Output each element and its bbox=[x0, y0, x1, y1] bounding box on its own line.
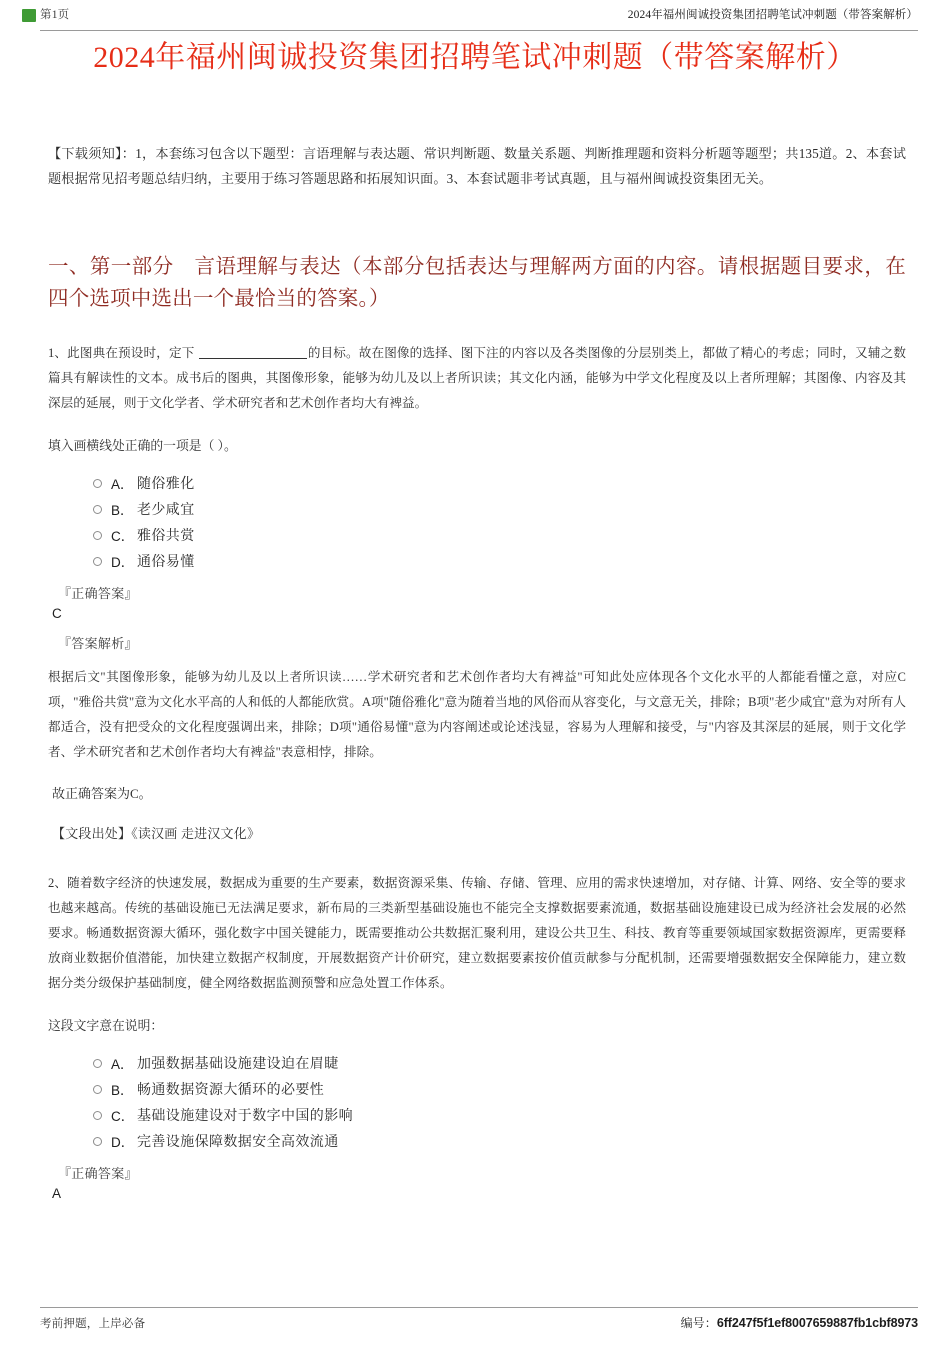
question-2-answer-label: 『正确答案』 bbox=[58, 1166, 138, 1181]
option-row-d[interactable] bbox=[93, 548, 906, 574]
option-row-d[interactable] bbox=[93, 1128, 906, 1154]
option-letter: C． bbox=[111, 529, 135, 544]
option-text: 老少咸宜 bbox=[137, 503, 195, 518]
option-row-b[interactable] bbox=[93, 496, 906, 522]
running-header bbox=[40, 8, 918, 31]
footer-id-value: 6ff247f5f1ef8007659887fb1cbf8973 bbox=[716, 1316, 918, 1330]
question-1-analysis-label: 『答案解析』 bbox=[58, 636, 138, 651]
question-block-1 bbox=[48, 341, 906, 845]
radio-button-icon[interactable] bbox=[93, 531, 102, 540]
option-row-c[interactable] bbox=[93, 1102, 906, 1128]
option-row-a[interactable] bbox=[93, 470, 906, 496]
radio-button-icon[interactable] bbox=[93, 1059, 102, 1068]
option-text: 通俗易懂 bbox=[137, 555, 195, 570]
running-footer bbox=[40, 1307, 918, 1331]
download-notice: 【下载须知】：1，本套练习包含以下题型：言语理解与表达题、常识判断题、数量关系题、判断推理题和资料分析题等题型；共135道。2、本套试题根据常见招考题总结归纳，主要用于练习答题思路和拓展知识面。3、本套试题非考试真题，且与福州闽诚投资集团无关。 bbox=[48, 146, 906, 186]
radio-button-icon[interactable] bbox=[93, 505, 102, 514]
option-row-c[interactable] bbox=[93, 522, 906, 548]
section-heading: 一、第一部分 言语理解与表达（本部分包括表达与理解两方面的内容。请根据题目要求，在四个选项中选出一个最恰当的答案。） bbox=[48, 256, 906, 310]
question-1-analysis-text: 根据后文"其图像形象，能够为幼儿及以上者所识读……学术研究者和艺术创作者均大有裨益"可知此处应体现各个文化水平的人都能看懂之意，对应C项，"雅俗共赏"意为文化水平高的人和低的人都能欣赏。A项"随俗雅化"意为随着当地的风俗而从容变化，与文意无关，排除；B项"老少咸宜"意为对所有人都适合，没有把受众的文化程度强调出来，排除；D项"通俗易懂"意为内容阐述或论述浅显，容易为人理解和接受，与"内容及其深层的延展，则于文化学者、学术研究者和艺术创作者均大有裨益"表意相悖，排除。 bbox=[48, 670, 906, 759]
question-block-2 bbox=[48, 871, 906, 1204]
radio-button-icon[interactable] bbox=[93, 479, 102, 488]
page-number-label: 第1页 bbox=[40, 9, 70, 21]
question-1-answer-label: 『正确答案』 bbox=[58, 586, 138, 601]
option-text: 完善设施保障数据安全高效流通 bbox=[137, 1135, 339, 1150]
option-letter: B． bbox=[111, 1083, 134, 1098]
option-letter: B． bbox=[111, 503, 134, 518]
option-text: 基础设施建设对于数字中国的影响 bbox=[137, 1109, 353, 1124]
option-text: 加强数据基础设施建设迫在眉睫 bbox=[137, 1057, 339, 1072]
option-letter: A． bbox=[111, 477, 134, 492]
footer-id bbox=[681, 1314, 918, 1331]
option-letter: C． bbox=[111, 1109, 135, 1124]
question-1-stem-after: 的目标。故在图像的选择、图下注的内容以及各类图像的分层别类上，都做了精心的考虑；同时，又辅之数篇具有解读性的文本。成书后的图典，其图像形象，能够为幼儿及以上者所识读；其文化内涵，能够为中学文化程度及以上者所理解；其图像、内容及其深层的延展，则于文化学者、学术研究者和艺术创作者均大有裨益。 bbox=[48, 346, 906, 410]
question-1-prompt: 填入画横线处正确的一项是（ ）。 bbox=[48, 439, 237, 453]
question-1-source: 【文段出处】《读汉画 走进汉文化》 bbox=[52, 826, 261, 841]
radio-button-icon[interactable] bbox=[93, 1137, 102, 1146]
footer-id-label: 编号： bbox=[680, 1316, 717, 1330]
option-row-b[interactable] bbox=[93, 1076, 906, 1102]
page-title: 2024年福州闽诚投资集团招聘笔试冲刺题（带答案解析） bbox=[93, 41, 857, 74]
footer-slogan: 考前押题，上岸必备 bbox=[40, 1318, 146, 1330]
question-2-stem: 2、随着数字经济的快速发展，数据成为重要的生产要素，数据资源采集、传输、存储、管理、应用的需求快速增加，对存储、计算、网络、安全等的要求也越来越高。传统的基础设施已无法满足要求，新布局的三类新型基础设施也不能完全支撑数据要素流通，数据基础设施建设已成为经济社会发展的必然要求。畅通数据资源大循环，强化数字中国关键能力，既需要推动公共数据汇聚利用，建设公共卫生、科技、教育等重要领域国家数据资源库，更需要释放商业数据价值潜能，加快建立数据产权制度，开展数据资产计价研究，建立数据要素按价值贡献参与分配机制，还需要增强数据安全保障能力，建立数据分类分级保护基础制度，健全网络数据监测预警和应急处置工作体系。 bbox=[48, 876, 906, 990]
document-body bbox=[48, 142, 906, 1204]
radio-button-icon[interactable] bbox=[93, 1111, 102, 1120]
radio-button-icon[interactable] bbox=[93, 1085, 102, 1094]
option-text: 畅通数据资源大循环的必要性 bbox=[137, 1083, 325, 1098]
question-2-options bbox=[93, 1050, 906, 1154]
question-1-answer-value: C bbox=[52, 606, 62, 621]
running-header-title: 2024年福州闽诚投资集团招聘笔试冲刺题（带答案解析） bbox=[627, 9, 918, 21]
question-1-options bbox=[93, 470, 906, 574]
option-letter: D． bbox=[111, 1135, 135, 1150]
page-marker-tab bbox=[22, 9, 36, 22]
question-1-stem bbox=[48, 341, 906, 416]
option-letter: A． bbox=[111, 1057, 134, 1072]
option-letter: D． bbox=[111, 555, 135, 570]
question-2-answer-value: A bbox=[52, 1186, 62, 1201]
question-2-prompt: 这段文字意在说明： bbox=[48, 1019, 164, 1033]
fill-in-blank-line bbox=[199, 358, 307, 359]
option-text: 雅俗共赏 bbox=[137, 529, 195, 544]
question-1-conclusion: 故正确答案为C。 bbox=[52, 786, 152, 801]
radio-button-icon[interactable] bbox=[93, 557, 102, 566]
option-text: 随俗雅化 bbox=[137, 477, 195, 492]
option-row-a[interactable] bbox=[93, 1050, 906, 1076]
question-1-stem-before: 1、此图典在预设时，定下 bbox=[48, 346, 198, 360]
